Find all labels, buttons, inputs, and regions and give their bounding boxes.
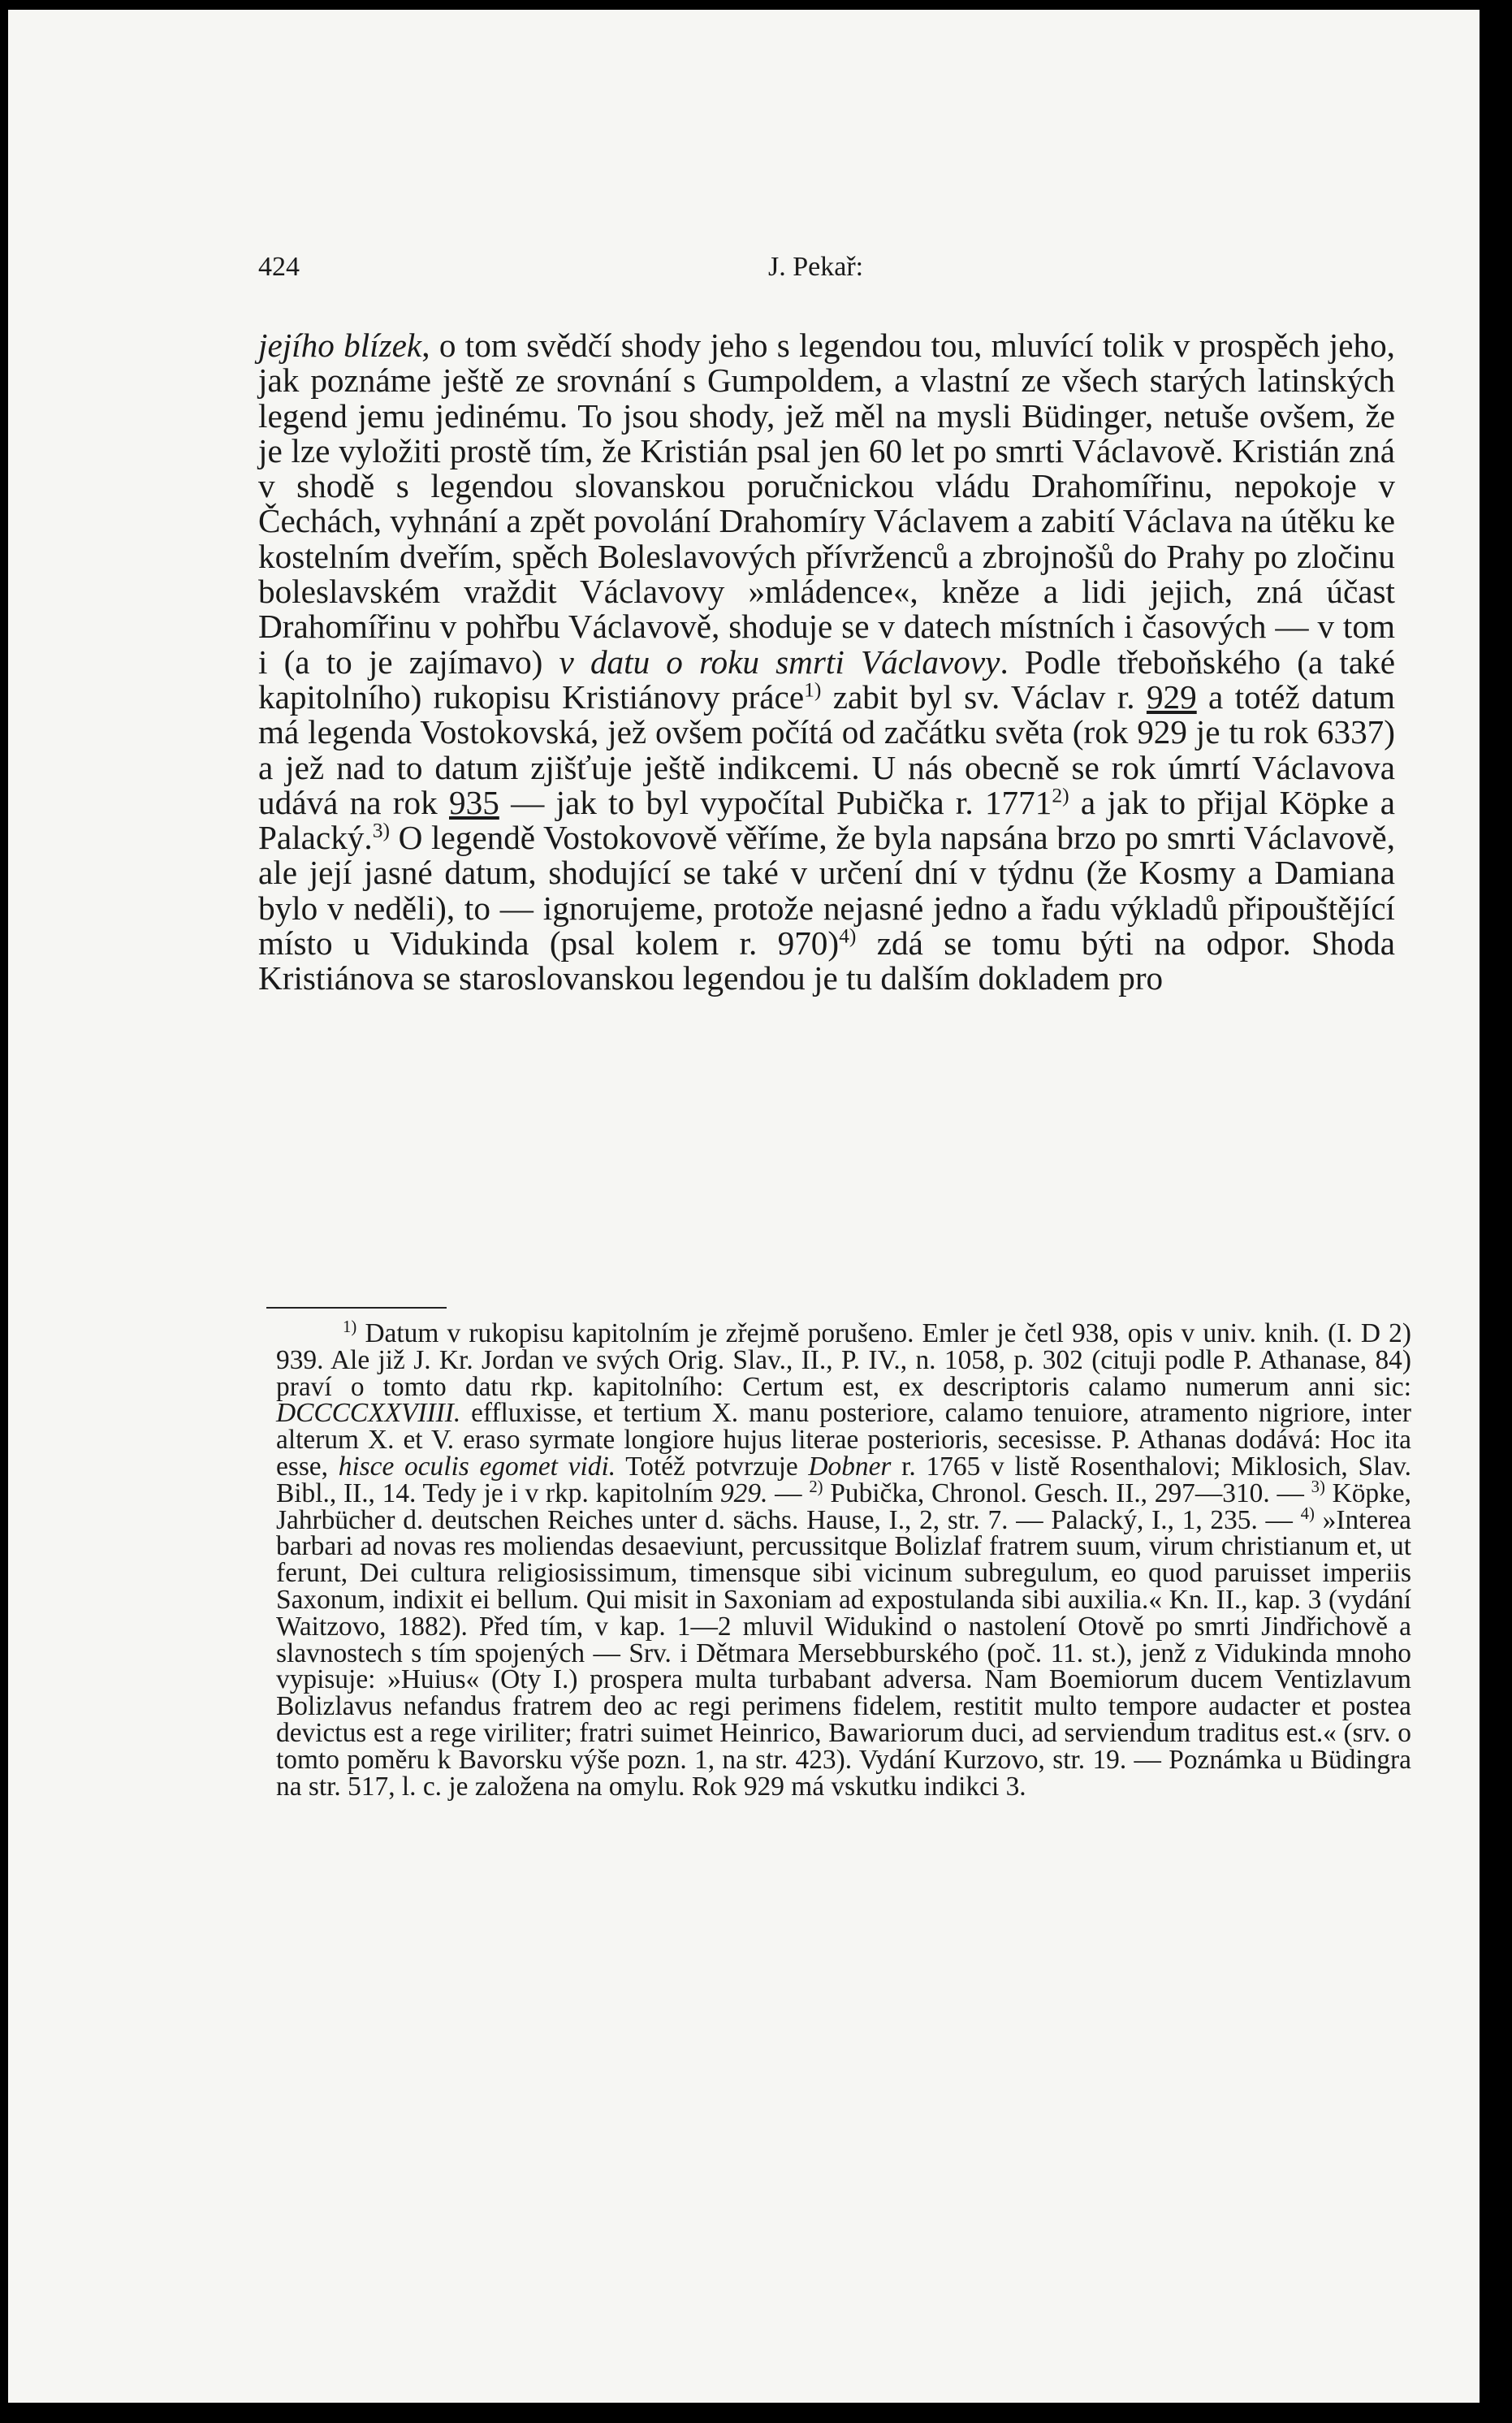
page-header [258, 252, 1377, 292]
text-run: , o tom svědčí shody jeho s legendou tou, mluvící tolik v prospěch jeho, jak poznáme ještě ze srovnání s Gumpoldem, a vlastní ze všech starých latinských legend jemu jedinému. To jsou shody, jež měl na mysli Büdinger, netuše ovšem, že je lze vyložiti prostě tím, že Kristián psal jen 60 let po smrti Václavově. Kristián zná v shodě s legendou slovanskou poručnickou vládu Drahomířinu, nepokoje v Čechách, vyhnání a zpět povolání Drahomíry Václavem a zabití Václava na útěku ke kostelním dveřím, spěch Boleslavových přívrženců a zbrojnošů do Prahy po zločinu boleslavském vraždit Václavovy »mládence«, kněze a lidi jejich, zná účast Drahomířinu v pohřbu Václavově, shoduje se v datech místních i časových — v tom i (a to je zajímavo) [258, 327, 1395, 681]
footnote-text: Totéž potvrzuje [616, 1451, 809, 1482]
page-number: 424 [258, 252, 300, 282]
footnote-ref-4: 4) [839, 924, 857, 948]
footnote-ref-2: 2) [1052, 783, 1069, 807]
footnote-text: effluxisse, et tertium X. manu posteriore, calamo tenuiore, atramento nigriore, inter alterum X. et V. eraso syrmate longiore hujus literae posterioris, secesisse. P. Athanas dodává: Hoc ita esse, [276, 1398, 1411, 1482]
footnote-text: »Interea barbari ad novas res moliendas desaeviunt, percussitque Bolizlaf fratrem suum, virum christianum et, ut ferunt, Dei cultura religiosissimum, timensque sibi vicinum subregulum, eo quod paruisset imperiis Saxonum, indixit ei bellum. Qui misit in Saxoniam ad expostulanda sibi auxilia.« Kn. II., kap. 3 (vydání Waitzovo, 1882). Před tím, v kap. 1—2 mluvil Widukind o nastolení Otově po smrti Jindřichově a slavnostech s tím spojených — Srv. i Dětmara Mersebburského (poč. 11. st.), jenž z Vidukinda mnoho vypisuje: »Huius« (Oty I.) prospera multa turbabant adversa. Nam Boemiorum ducem Ventizlavum Bolizlavus nefandus fratrem deo ac regi perimens fidelem, restitit multo tempore audacter et postea devictus est a rege viriliter; fratri suimet Heinrico, Bawariorum duci, ad serviendum traditus est.« (srv. o tomto poměru k Bavorsku výše pozn. 1, na str. 423). Vydání Kurzovo, str. 19. — Poznámka u Büdingra na str. 517, l. c. je založena na omylu. Rok 929 má vskutku indikci 3. [276, 1504, 1411, 1802]
footnote-text: Köpke, Jahrbücher d. deutschen Reiches unter d. sächs. Hause, I., 2, str. 7. — Palacký, I., 1, 235. — [276, 1478, 1411, 1535]
footnote-block [276, 1318, 1412, 1802]
text-run: zdá se tomu býti na odpor. Shoda Kristiánova se staroslovanskou legendou je tu dalším dokladem pro [258, 924, 1395, 997]
year-935-underlined: 935 [449, 783, 499, 821]
footnote-mark-1: 1) [343, 1318, 357, 1336]
footnote-italic: hisce oculis egomet vidi. [338, 1451, 616, 1482]
text-run: O legendě Vostokovově věříme, že byla napsána brzo po smrti Václavově, ale její jasné datum, shodující se také v určení dní v týdnu (že Kosmy a Damiana bylo v neděli), to — ignorujeme, protože nejasné jedno a řadu výkladů připouštějící místo u Vidukinda (psal kolem r. 970) [258, 819, 1395, 963]
text-run: — jak to byl vypočítal Pubička r. 1771 [499, 783, 1052, 821]
main-text [258, 328, 1395, 997]
footnote-text: Pubička, Chronol. Gesch. II., 297—310. — [823, 1478, 1311, 1508]
footnote-ref-1: 1) [804, 677, 822, 702]
text-run: a jak to přijal Köpke a Palacký. [258, 783, 1396, 857]
running-title: J. Pekař: [768, 252, 864, 282]
footnote-divider [266, 1307, 447, 1309]
footnote-italic: 929. [719, 1478, 768, 1508]
footnote-italic: DCCCCXXVIIII. [276, 1398, 461, 1429]
footnote-ref-3: 3) [372, 818, 390, 842]
footnotes [276, 1318, 1412, 1802]
text-italic-date: v datu o roku smrti Václavovy [559, 643, 1000, 681]
footnote-text: — [767, 1478, 810, 1508]
book-page [8, 10, 1480, 2403]
year-929-underlined: 929 [1146, 677, 1197, 716]
footnote-mark-3: 3) [1311, 1478, 1325, 1496]
text-run: zabit byl sv. Václav r. [821, 677, 1147, 716]
footnote-text: Datum v rukopisu kapitolním je zřejmě porušeno. Emler je četl 938, opis v univ. knih. (I. D 2) 939. Ale již J. Kr. Jordan ve svých Orig. Slav., II., P. IV., n. 1058, p. 302 (cituji podle P. Athanase, 84) praví o tomto datu rkp. kapitolního: Certum est, ex descriptoris calamo numerum anni sic: [276, 1318, 1411, 1402]
text-italic-opening: jejího blízek [258, 327, 422, 364]
text-run: a totéž datum má legenda Vostokovská, jež ovšem počítá od začátku světa (rok 929 je tu rok 6337) a jež nad to datum zjišťuje ještě indikcemi. U nás obecně se rok úmrtí Václavova udává na rok [258, 677, 1395, 821]
footnote-italic: Dobner [808, 1451, 892, 1482]
footnote-text: r. 1765 v listě Rosenthalovi; Miklosich, Slav. Bibl., II., 14. Tedy je i v rkp. kapitolním [276, 1451, 1412, 1508]
footnote-mark-4: 4) [1300, 1504, 1315, 1523]
main-paragraph [258, 328, 1395, 997]
footnote-mark-2: 2) [809, 1478, 823, 1496]
text-run: . Podle třeboňského (a také kapitolního) rukopisu Kristiánovy práce [258, 643, 1395, 716]
